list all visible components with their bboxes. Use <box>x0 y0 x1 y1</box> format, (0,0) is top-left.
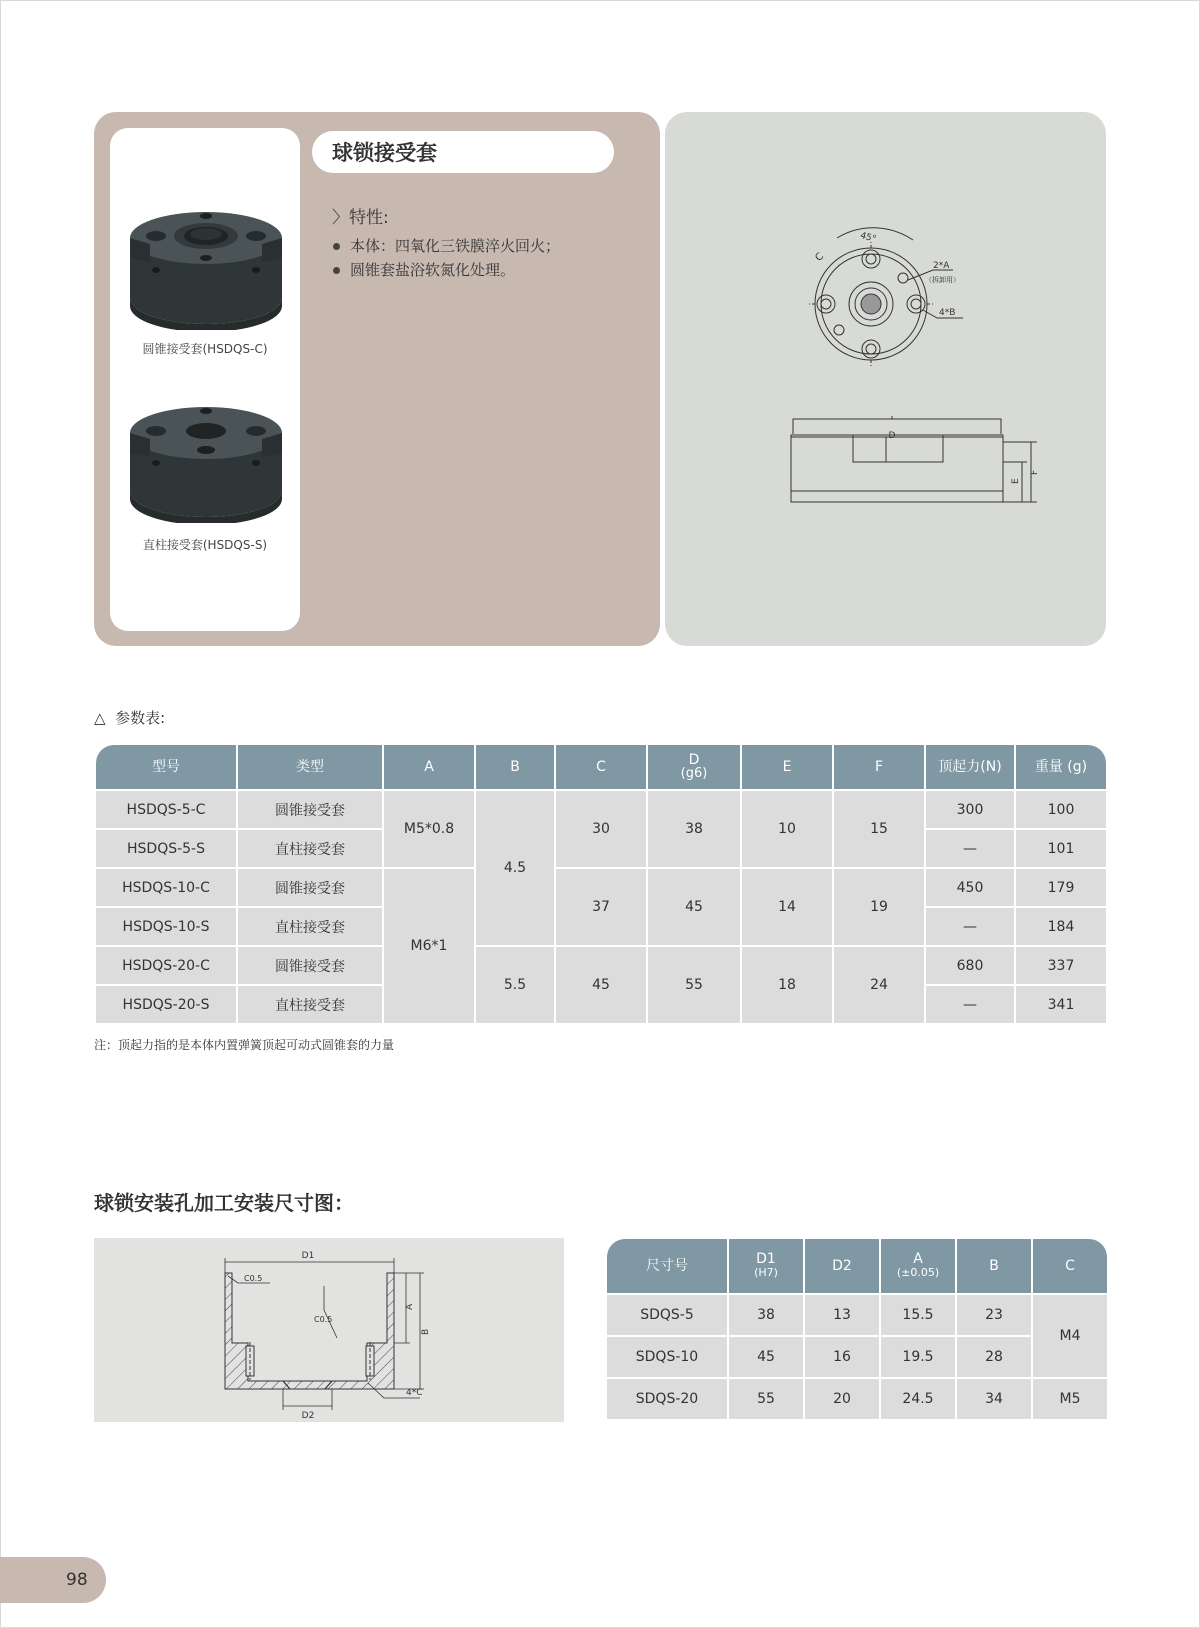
col-force: 顶起力(N) <box>926 745 1014 789</box>
hole-drawing <box>94 1238 564 1422</box>
table-row <box>96 791 1106 828</box>
cell-c: M4 <box>1033 1295 1107 1377</box>
hole-header-row <box>607 1239 1107 1293</box>
cell-a: 24.5 <box>881 1379 955 1419</box>
feature-item: 本体：四氧化三铁膜淬火回火； <box>330 234 560 258</box>
straight-receiver-image <box>126 403 286 523</box>
cell-d1: 55 <box>729 1379 803 1419</box>
col-weight: 重量 (g) <box>1016 745 1106 789</box>
table-row <box>607 1337 1107 1377</box>
cell-model: HSDQS-10-C <box>96 869 236 906</box>
cell-force: — <box>926 986 1014 1023</box>
cell-model: HSDQS-5-C <box>96 791 236 828</box>
technical-drawing <box>665 112 1106 646</box>
params-heading <box>94 707 165 728</box>
col-a-sub: (±0.05) <box>896 1266 940 1279</box>
hole-c4-label: 4*C <box>406 1388 423 1398</box>
cell-d: 55 <box>648 947 740 1023</box>
cell-d2: 13 <box>805 1295 879 1335</box>
cell-force: 450 <box>926 869 1014 906</box>
cell-c: M5 <box>1033 1379 1107 1419</box>
chevron-right-icon: 〉 <box>332 208 349 228</box>
cell-f: 19 <box>834 869 924 945</box>
dim-d-label: D <box>888 431 896 441</box>
col-d1 <box>729 1239 803 1293</box>
hole-b-label: B <box>421 1328 431 1335</box>
cell-c: 45 <box>556 947 646 1023</box>
straight-receiver-caption: 直柱接受套(HSDQS-S) <box>142 538 268 552</box>
table-row <box>96 947 1106 984</box>
features-list <box>330 234 560 282</box>
cell-b: 23 <box>957 1295 1031 1335</box>
dim-e-label: E <box>1011 478 1021 484</box>
hole-c05-top: C0.5 <box>244 1274 263 1283</box>
col-f: F <box>834 745 924 789</box>
col-d1-sub: (H7) <box>754 1266 778 1279</box>
cell-e: 10 <box>742 791 832 867</box>
cell-a: M5*0.8 <box>384 791 474 867</box>
cell-f: 15 <box>834 791 924 867</box>
table-row <box>607 1295 1107 1335</box>
cell-weight: 341 <box>1016 986 1106 1023</box>
cell-model: HSDQS-20-S <box>96 986 236 1023</box>
cell-type: 圆锥接受套 <box>238 947 382 984</box>
cell-model: HSDQS-5-S <box>96 830 236 867</box>
col-d <box>648 745 740 789</box>
page-number-tab <box>0 1557 106 1603</box>
col-type: 类型 <box>238 745 382 789</box>
hole-a-note: （拆卸用） <box>925 276 960 284</box>
triangle-icon: △ <box>94 709 106 727</box>
cell-a: 15.5 <box>881 1295 955 1335</box>
col-d-label: D <box>688 752 700 768</box>
hole-a-label: A <box>405 1303 415 1310</box>
cell-weight: 179 <box>1016 869 1106 906</box>
hole-d1-label: D1 <box>301 1251 315 1261</box>
col-a <box>881 1239 955 1293</box>
cell-model: HSDQS-10-S <box>96 908 236 945</box>
cell-d1: 45 <box>729 1337 803 1377</box>
col-d1-label: D1 <box>756 1251 776 1267</box>
hole-c05-mid: C0.5 <box>314 1315 333 1324</box>
cell-b: 5.5 <box>476 947 554 1023</box>
col-c: C <box>1033 1239 1107 1293</box>
hole-b-label: 4*B <box>939 308 956 318</box>
table-row <box>96 869 1106 906</box>
cell-e: 18 <box>742 947 832 1023</box>
product-photo-card <box>110 128 300 631</box>
table-row <box>607 1379 1107 1419</box>
cell-type: 直柱接受套 <box>238 986 382 1023</box>
cell-d1: 38 <box>729 1295 803 1335</box>
product-title: 球锁接受套 <box>332 141 437 165</box>
col-b: B <box>476 745 554 789</box>
params-heading-text: 参数表: <box>115 709 166 727</box>
cell-type: 圆锥接受套 <box>238 791 382 828</box>
dim-f-label: F <box>1030 469 1040 475</box>
cell-f: 24 <box>834 947 924 1023</box>
cell-c: 30 <box>556 791 646 867</box>
cell-d: 38 <box>648 791 740 867</box>
angle-label: 45° <box>859 231 878 245</box>
cell-weight: 337 <box>1016 947 1106 984</box>
cell-type: 直柱接受套 <box>238 908 382 945</box>
col-a: A <box>384 745 474 789</box>
cell-b: 34 <box>957 1379 1031 1419</box>
cell-force: 300 <box>926 791 1014 828</box>
cell-type: 圆锥接受套 <box>238 869 382 906</box>
cell-size: SDQS-10 <box>607 1337 727 1377</box>
cell-d: 45 <box>648 869 740 945</box>
page-number: 98 <box>66 1570 88 1590</box>
cell-force: 680 <box>926 947 1014 984</box>
col-e: E <box>742 745 832 789</box>
cell-d2: 16 <box>805 1337 879 1377</box>
col-d2: D2 <box>805 1239 879 1293</box>
col-c: C <box>556 745 646 789</box>
cell-weight: 100 <box>1016 791 1106 828</box>
cell-a: 19.5 <box>881 1337 955 1377</box>
cell-force: — <box>926 830 1014 867</box>
cone-receiver-caption: 圆锥接受套(HSDQS-C) <box>142 342 268 356</box>
features-heading-text: 特性: <box>349 208 389 228</box>
hole-d2-label: D2 <box>301 1411 315 1421</box>
cell-a: M6*1 <box>384 869 474 1023</box>
cell-size: SDQS-5 <box>607 1295 727 1335</box>
cell-size: SDQS-20 <box>607 1379 727 1419</box>
features-heading <box>332 203 389 228</box>
cell-b: 28 <box>957 1337 1031 1377</box>
col-size: 尺寸号 <box>607 1239 727 1293</box>
cell-model: HSDQS-20-C <box>96 947 236 984</box>
hole-a-label: 2*A <box>933 261 950 271</box>
cell-weight: 101 <box>1016 830 1106 867</box>
params-table <box>94 743 1108 1025</box>
col-b: B <box>957 1239 1031 1293</box>
col-model: 型号 <box>96 745 236 789</box>
cell-b: 4.5 <box>476 791 554 945</box>
cone-receiver-image <box>126 208 286 330</box>
cell-type: 直柱接受套 <box>238 830 382 867</box>
cell-d2: 20 <box>805 1379 879 1419</box>
params-note: 注：顶起力指的是本体内置弹簧顶起可动式圆锥套的力量 <box>94 1038 395 1052</box>
cell-c: 37 <box>556 869 646 945</box>
chamfer-c-label: C <box>813 251 827 264</box>
feature-item: 圆锥套盐浴软氮化处理。 <box>330 258 560 282</box>
hole-size-table <box>605 1237 1109 1421</box>
params-header-row <box>96 745 1106 789</box>
col-d-sub: (g6) <box>680 766 708 781</box>
col-a-label: A <box>913 1251 923 1267</box>
cell-weight: 184 <box>1016 908 1106 945</box>
hole-section-title: 球锁安装孔加工安装尺寸图： <box>94 1191 354 1215</box>
cell-force: — <box>926 908 1014 945</box>
cell-e: 14 <box>742 869 832 945</box>
